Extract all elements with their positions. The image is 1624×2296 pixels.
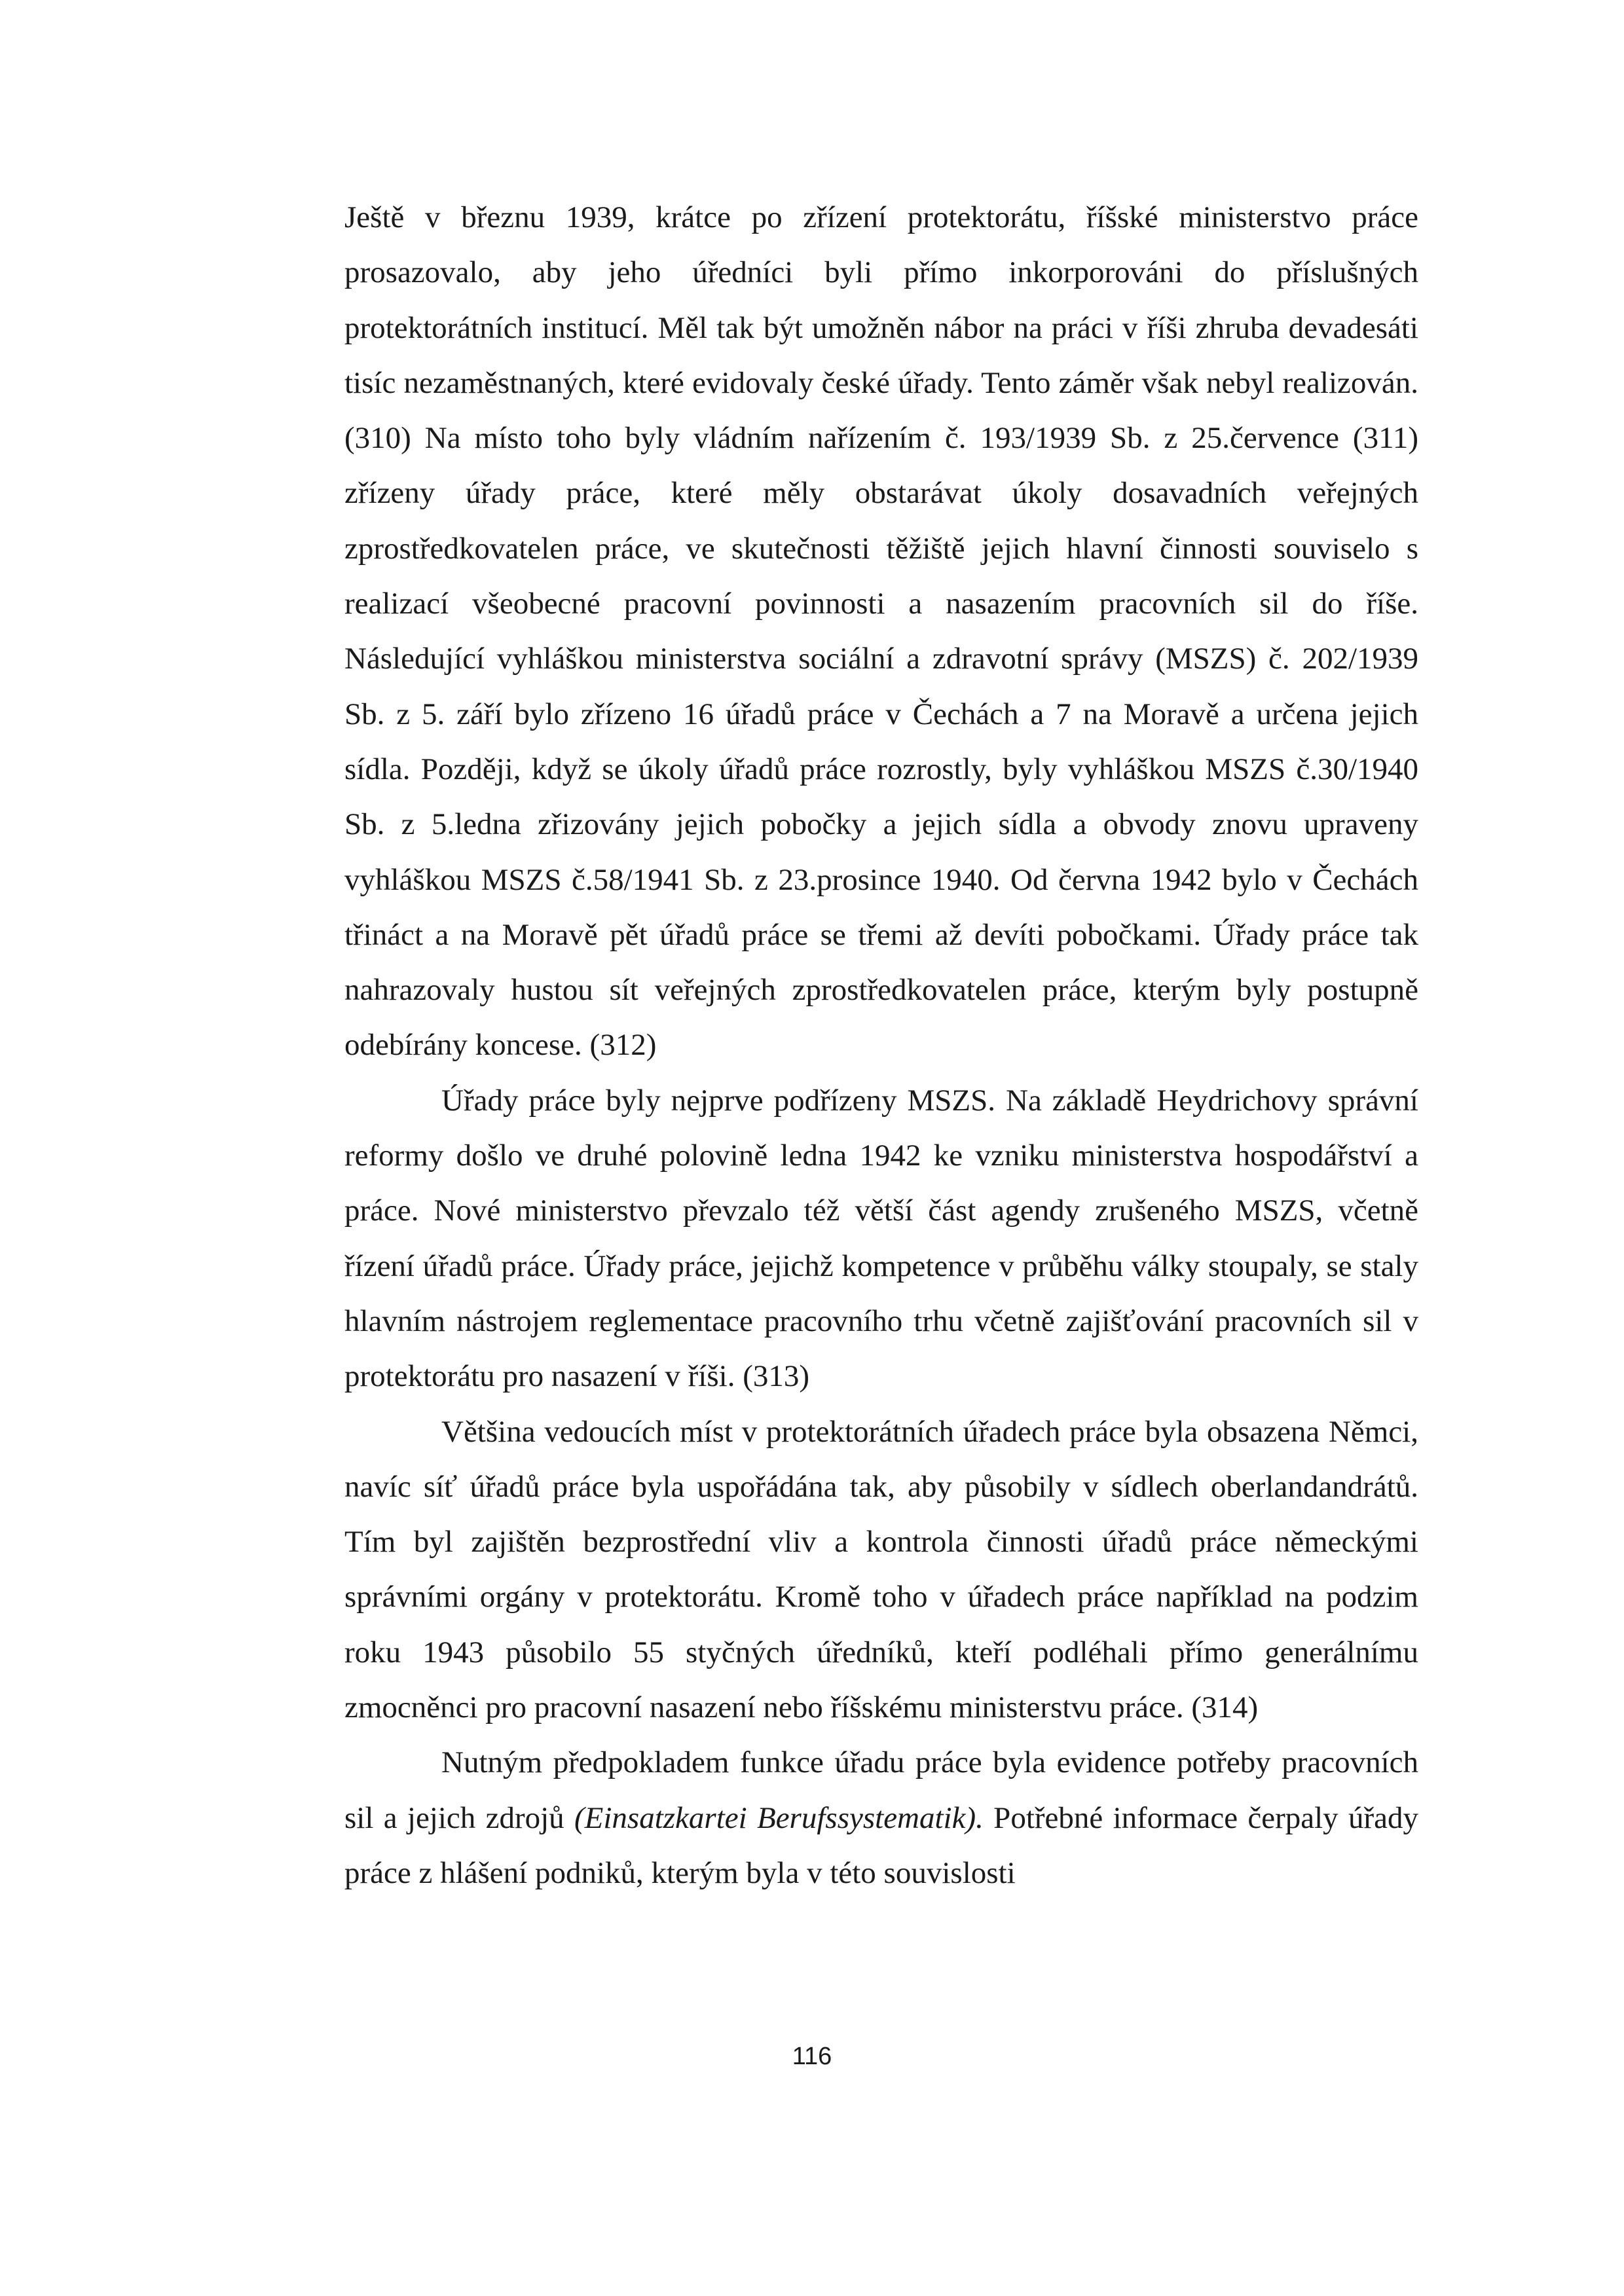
paragraph-1-text: Ještě v březnu 1939, krátce po zřízení protektorátu, říšské ministerstvo práce prosazovalo, aby jeho úředníci byli přímo inkorporováni do příslušných protektorátních institucí. Měl tak být umožněn nábor na práci v říši zhruba devadesáti tisíc nezaměstnaných, které evidovaly české úřady. Tento záměr však nebyl realizován.(310) Na místo toho byly vládním nařízením č. 193/1939 Sb. z 25.července (311) zřízeny úřady práce, které měly obstarávat úkoly dosavadních veřejných zprostředkovatelen práce, ve skutečnosti těžiště jejich hlavní činnosti souviselo s realizací všeobecné pracovní povinnosti a nasazením pracovních sil do říše. Následující vyhláškou ministerstva sociální a zdravotní správy (MSZS) č. 202/1939 Sb. z 5. září bylo zřízeno 16 úřadů práce v Čechách a 7 na Moravě a určena jejich sídla. Později, když se úkoly úřadů práce rozrostly, byly vyhláškou MSZS č.30/1940 Sb. z 5.ledna zřizovány jejich pobočky a jejich sídla a obvody znovu upraveny vyhláškou MSZS č.58/1941 Sb. z 23.prosince 1940. Od června 1942 bylo v Čechách třináct a na Moravě pět úřadů práce se třemi až devíti pobočkami. Úřady práce tak nahrazovaly hustou sít veřejných zprostředkovatelen práce, kterým byly postupně odebírány koncese. (312) <box>344 200 1418 1063</box>
paragraph-2-text: Úřady práce byly nejprve podřízeny MSZS. Na základě Heydrichovy správní reformy došlo ve druhé polovině ledna 1942 ke vzniku ministerstva hospodářství a práce. Nové ministerstvo převzalo též větší část agendy zrušeného MSZS, včetně řízení úřadů práce. Úřady práce, jejichž kompetence v průběhu války stoupaly, se staly hlavním nástrojem reglementace pracovního trhu včetně zajišťování pracovních sil v protektorátu pro nasazení v říši. (313) <box>344 1083 1418 1394</box>
paragraph-2 <box>344 1073 1418 1404</box>
paragraph-3-text: Většina vedoucích míst v protektorátních úřadech práce byla obsazena Němci, navíc síť úřadů práce byla uspořádána tak, aby působily v sídlech oberlandandrátů. Tím byl zajištěn bezprostřední vliv a kontrola činnosti úřadů práce německými správními orgány v protektorátu. Kromě toho v úřadech práce například na podzim roku 1943 působilo 55 styčných úředníků, kteří podléhali přímo generálnímu zmocněnci pro pracovní nasazení nebo říšskému ministerstvu práce. (314) <box>344 1414 1418 1725</box>
paragraph-3 <box>344 1404 1418 1736</box>
body-text <box>344 190 1418 1901</box>
paragraph-4-text-continued: Potřebné informace čerpaly úřady práce z hlášení podniků, kterým byla v této souvislosti <box>344 1800 1418 1890</box>
page-number: 116 <box>792 2043 832 2070</box>
paragraph-4-italic-term: (Einsatzkartei Berufssystematik). <box>574 1800 984 1835</box>
paragraph-4-text: Nutným předpokladem funkce úřadu práce byla evidence potřeby pracovních sil a jejich zdrojů <box>344 1745 1418 1835</box>
paragraph-1 <box>344 190 1418 1073</box>
paragraph-4 <box>344 1735 1418 1901</box>
